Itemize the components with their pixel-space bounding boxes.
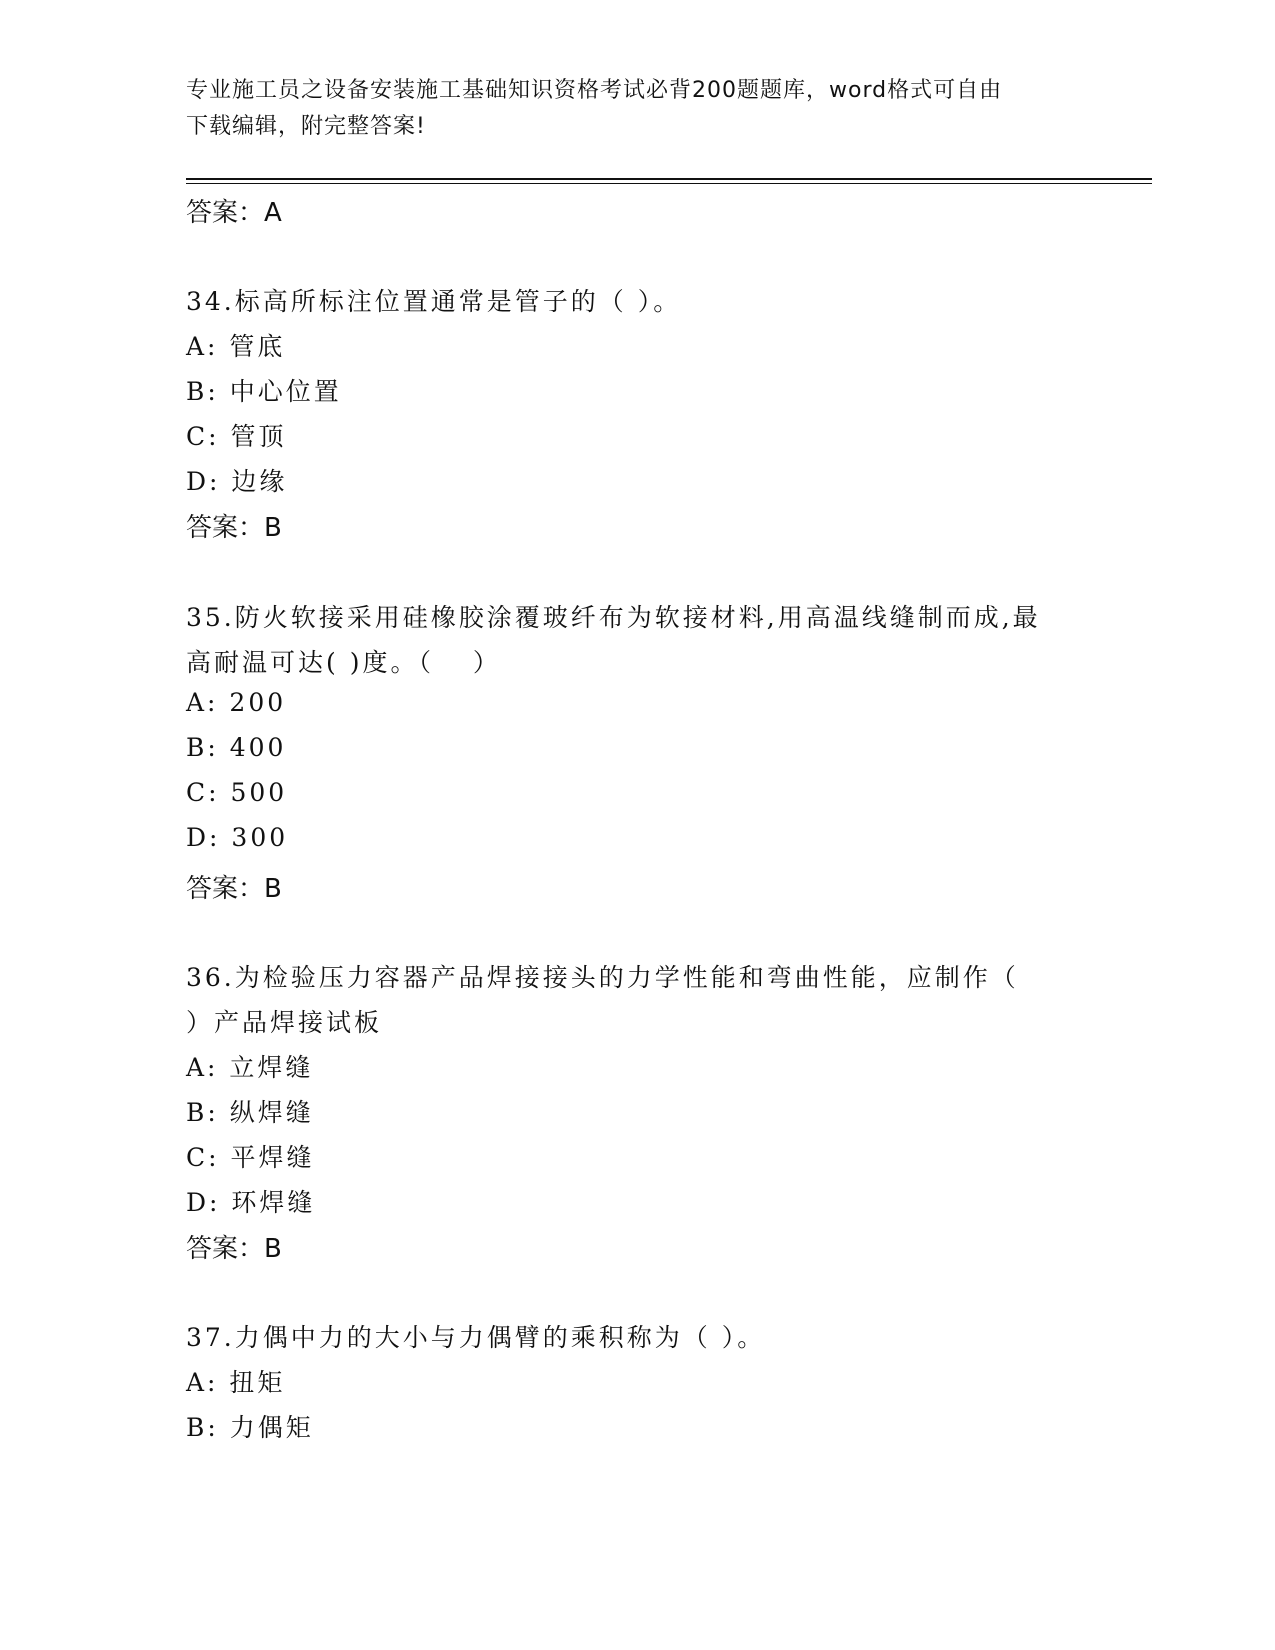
header-line-2: 下载编辑，附完整答案! <box>186 114 426 139</box>
question-36-option-a: A: 立焊缝 <box>186 1053 314 1082</box>
question-34-stem: 34.标高所标注位置通常是管子的（ ）。 <box>186 287 682 316</box>
header-rule-thin <box>186 183 1152 184</box>
question-34-option-b: B: 中心位置 <box>186 377 342 406</box>
question-36-stem-line-1: 36.为检验压力容器产品焊接接头的力学性能和弯曲性能，应制作（ <box>186 963 1019 992</box>
question-36-answer: 答案：B <box>186 1234 282 1264</box>
question-34-answer: 答案：B <box>186 513 282 543</box>
question-37-stem: 37.力偶中力的大小与力偶臂的乘积称为（ ）。 <box>186 1323 766 1352</box>
question-37-option-a: A: 扭矩 <box>186 1368 286 1397</box>
question-35-option-c: C: 500 <box>186 778 288 807</box>
question-35-option-d: D: 300 <box>186 823 289 852</box>
question-35-answer: 答案：B <box>186 874 282 904</box>
question-35-option-a: A: 200 <box>186 688 287 717</box>
question-34-option-a: A: 管底 <box>186 332 286 361</box>
question-36-option-b: B: 纵焊缝 <box>186 1098 314 1127</box>
question-34-option-d: D: 边缘 <box>186 467 288 496</box>
question-36-option-c: C: 平焊缝 <box>186 1143 315 1172</box>
header-rule-thick <box>186 178 1152 180</box>
question-36-stem-line-2: ）产品焊接试板 <box>186 1008 383 1037</box>
question-35-stem-line-1: 35.防火软接采用硅橡胶涂覆玻纤布为软接材料,用高温线缝制而成,最 <box>186 603 1041 632</box>
previous-answer: 答案：A <box>186 198 282 228</box>
header-line-1: 专业施工员之设备安装施工基础知识资格考试必背200题题库，word格式可自由 <box>186 78 1003 103</box>
question-35-stem-line-2: 高耐温可达( )度。（ ） <box>186 648 501 677</box>
question-35-option-b: B: 400 <box>186 733 287 762</box>
question-36-option-d: D: 环焊缝 <box>186 1188 316 1217</box>
document-header <box>186 73 1066 145</box>
question-34-option-c: C: 管顶 <box>186 422 287 451</box>
question-37-option-b: B: 力偶矩 <box>186 1413 314 1442</box>
